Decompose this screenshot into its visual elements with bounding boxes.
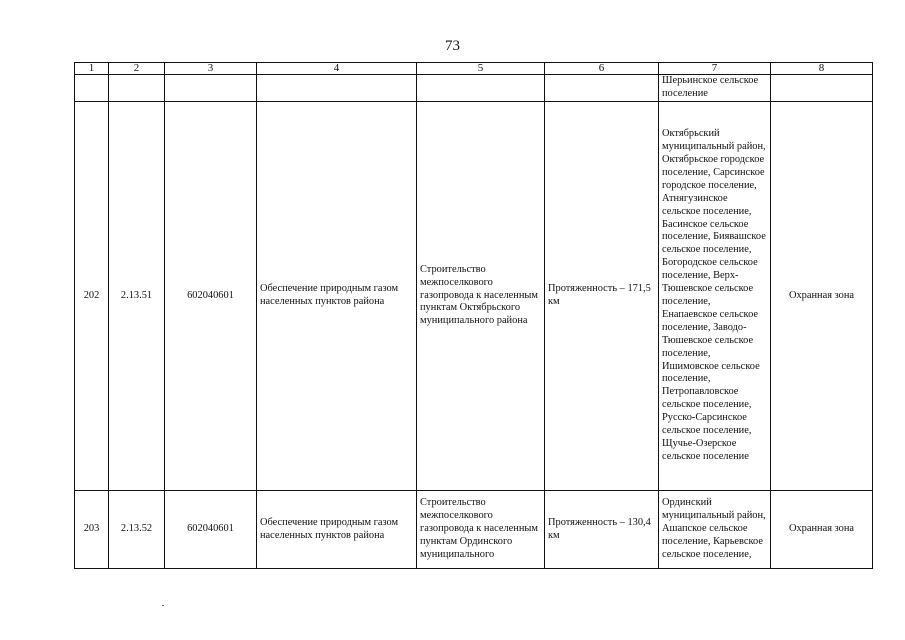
- cell-code: 2.13.51: [109, 102, 165, 491]
- column-header-5: 5: [417, 63, 545, 75]
- cell-characteristics: Протяженность – 171,5 км: [545, 102, 659, 491]
- column-number-row: [75, 63, 873, 75]
- column-header-3: 3: [165, 63, 257, 75]
- cell-description: [417, 75, 545, 102]
- table-row: [75, 75, 873, 102]
- cell-location: Шерьинское сельское поселение: [659, 75, 771, 102]
- cell-location: Октябрьский муниципальный район, Октябрьское городское поселение, Сарсинское городское поселение, Атнягузинское сельское поселение, Басинское сельское поселение, Биявашское сельское поселение, Богородское сельское поселение, Верх-Тюшевское сельское поселение, Енапаевское сельское поселение, Заводо-Тюшевское сельское поселение, Ишимовское сельское поселение, Петропавловское сельское поселение, Русско-Сарсинское сельское поселение, Щучье-Озерское сельское поселение: [659, 102, 771, 491]
- scan-speck: [162, 605, 164, 606]
- cell-purpose: [257, 75, 417, 102]
- cell-num: 203: [75, 491, 109, 569]
- cell-code: [109, 75, 165, 102]
- cell-description: Строительство межпоселкового газопровода к населенным пунктам Октябрьского муниципального района: [417, 102, 545, 491]
- column-header-7: 7: [659, 63, 771, 75]
- cell-description: Строительство межпоселкового газопровода к населенным пунктам Ординского муниципального: [417, 491, 545, 569]
- cell-okato: 602040601: [165, 102, 257, 491]
- table-row: [75, 491, 873, 569]
- column-header-2: 2: [109, 63, 165, 75]
- cell-okato: 602040601: [165, 491, 257, 569]
- column-header-8: 8: [771, 63, 873, 75]
- cell-okato: [165, 75, 257, 102]
- cell-code: 2.13.52: [109, 491, 165, 569]
- cell-num: 202: [75, 102, 109, 491]
- cell-zone: Охранная зона: [771, 102, 873, 491]
- cell-zone: Охранная зона: [771, 491, 873, 569]
- table-row: [75, 102, 873, 491]
- cell-characteristics: [545, 75, 659, 102]
- page-number: 73: [445, 38, 460, 54]
- cell-characteristics: Протяженность – 130,4 км: [545, 491, 659, 569]
- cell-purpose: Обеспечение природным газом населенных пунктов района: [257, 491, 417, 569]
- column-header-1: 1: [75, 63, 109, 75]
- column-header-4: 4: [257, 63, 417, 75]
- cell-num: [75, 75, 109, 102]
- cell-zone: [771, 75, 873, 102]
- column-header-6: 6: [545, 63, 659, 75]
- cell-location: Ординский муниципальный район, Ашапское сельское поселение, Карьевское сельское поселение,: [659, 491, 771, 569]
- document-table: [74, 62, 873, 569]
- cell-purpose: Обеспечение природным газом населенных пунктов района: [257, 102, 417, 491]
